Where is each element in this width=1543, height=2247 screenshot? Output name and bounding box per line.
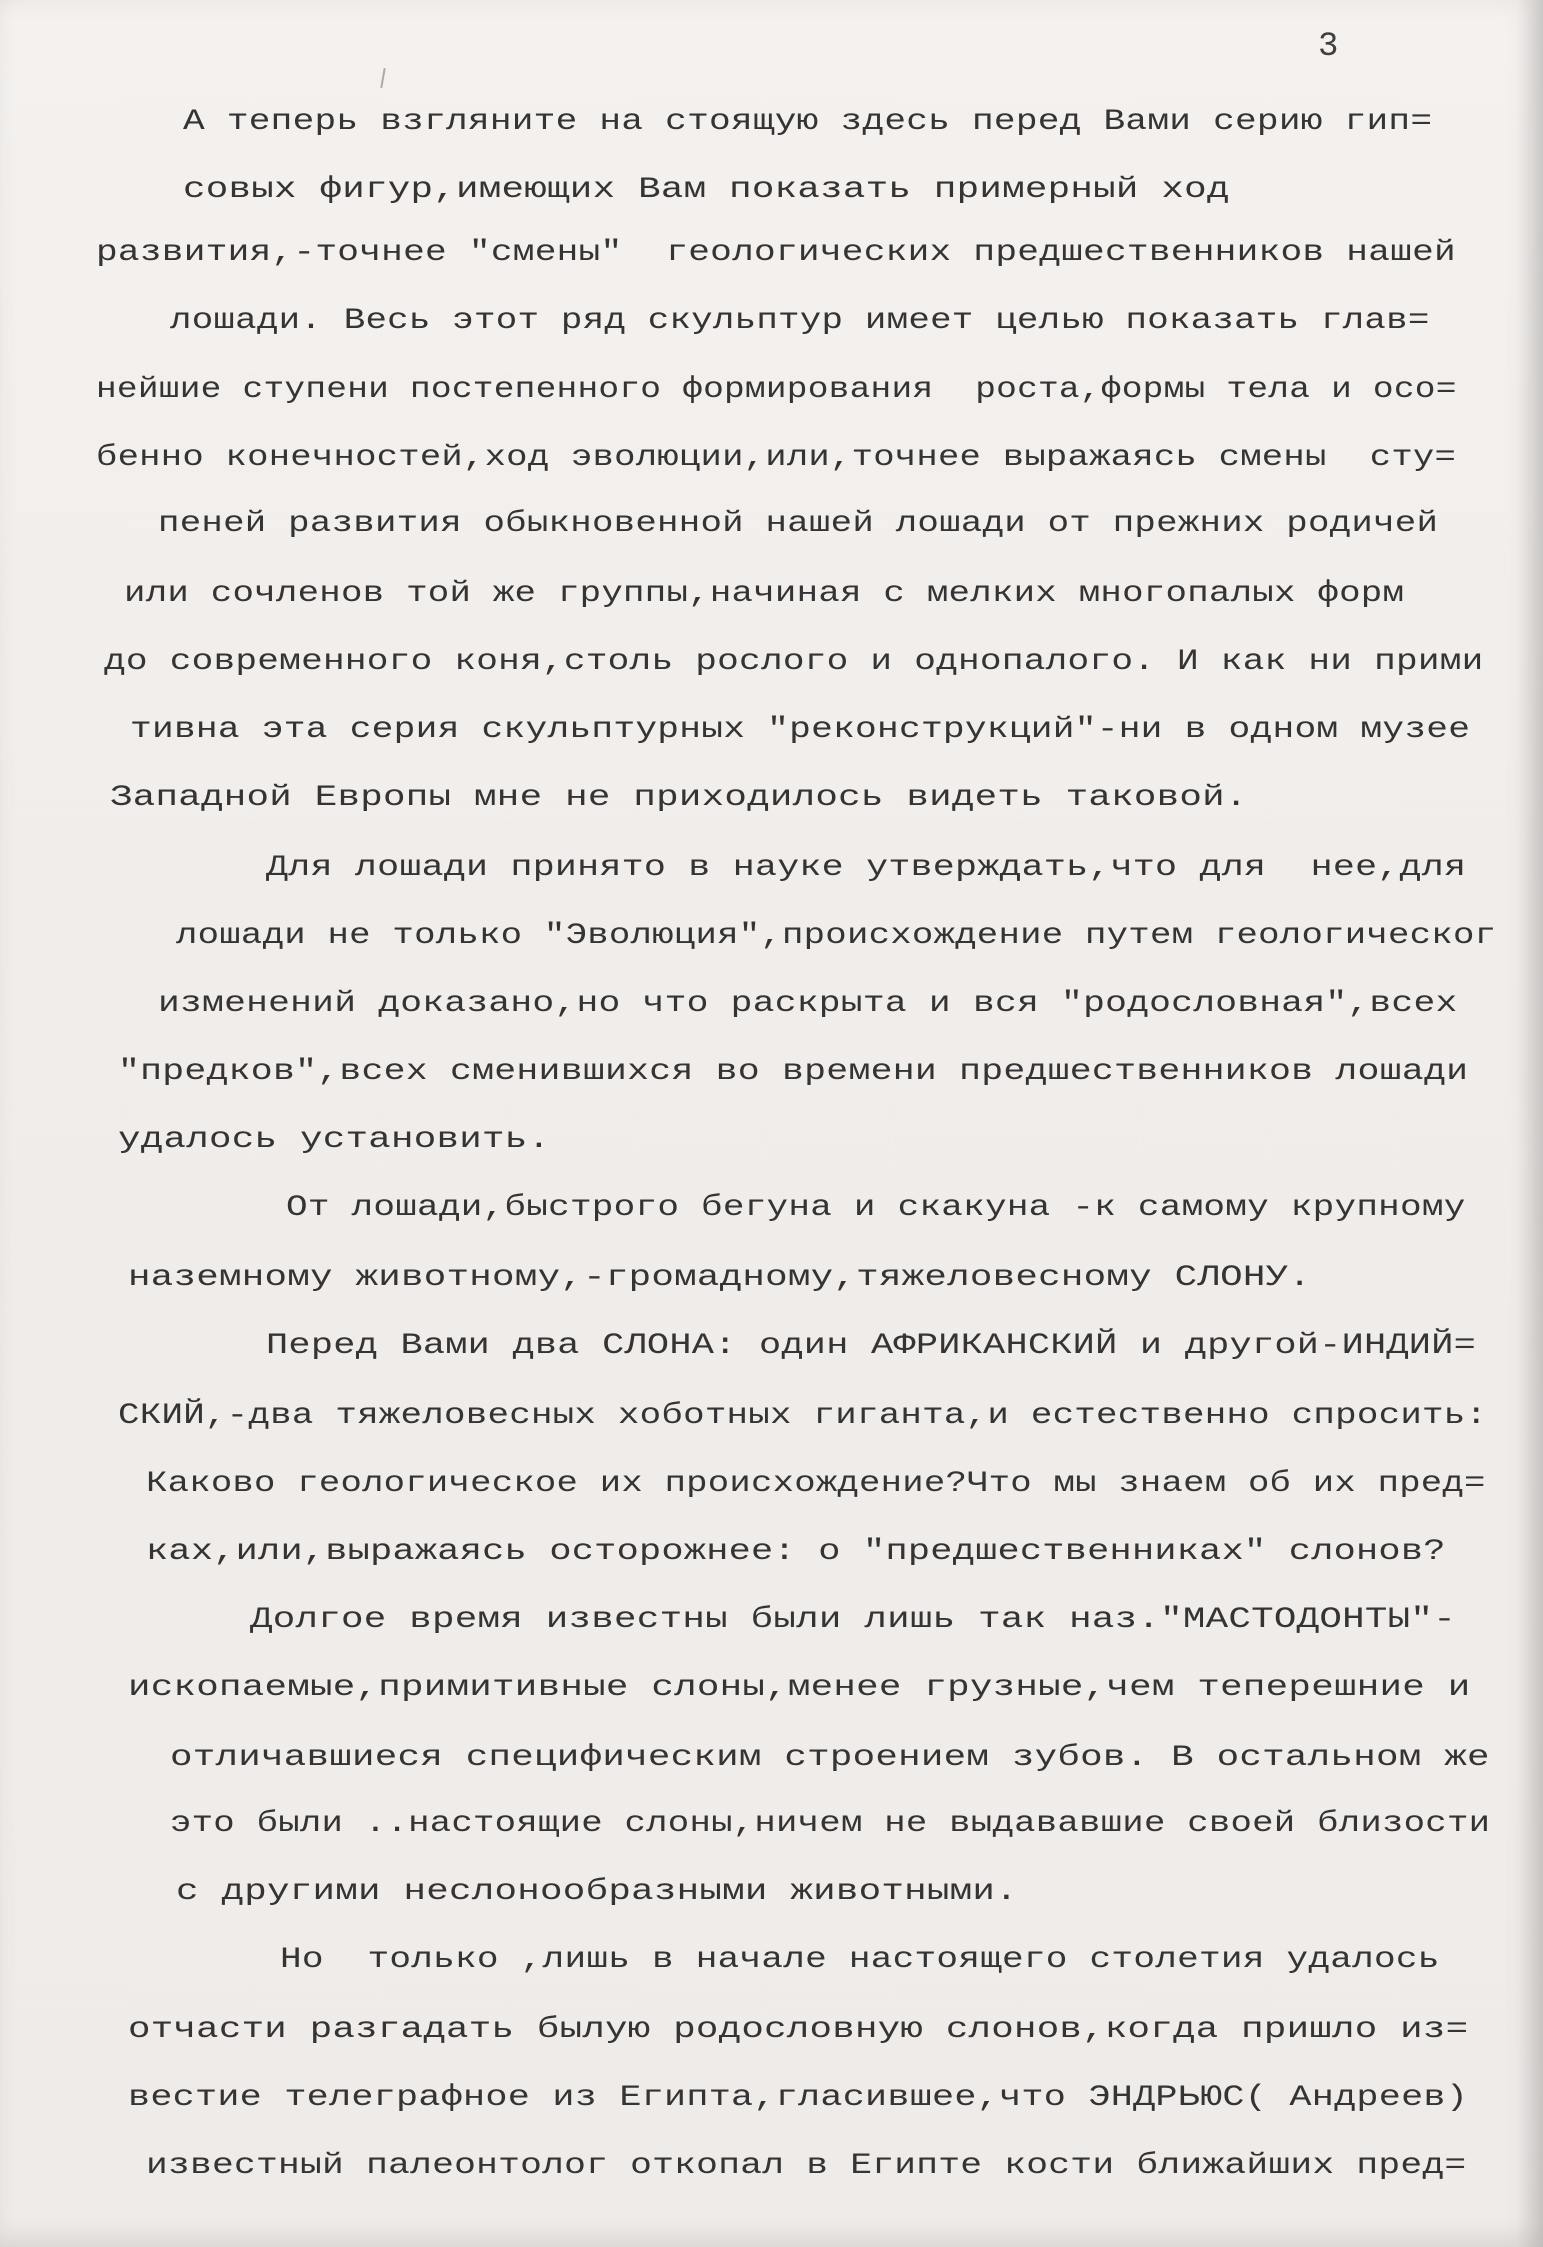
text-line: СКИЙ,-два тяжеловесных хоботных гиганта,и естественно спросить:: [118, 1399, 1488, 1433]
text-line: Перед Вами два СЛОНА: один АФРИКАНСКИЙ и другой-ИНДИЙ=: [266, 1329, 1477, 1363]
text-line: до современного коня,столь рослого и однопалого. И как ни прими: [104, 645, 1484, 679]
text-line: бенно конечностей,ход эволюции,или,точнее выражаясь смены сту=: [96, 441, 1457, 475]
page-number: 3: [1318, 28, 1339, 66]
page-edge-shadow: [1517, 0, 1543, 2247]
text-line: развития,-точнее "смены" геологических предшественников нашей: [96, 236, 1456, 270]
text-line: изменений доказано,но что раскрыта и вся "родословная",всех: [158, 987, 1458, 1021]
text-line: тивна эта серия скульптурных "реконструкций"-ни в одном музее: [130, 713, 1471, 747]
text-line: Западной Европы мне не приходилось видеть таковой.: [110, 781, 1248, 815]
text-line: Долгое время известны были лишь так наз."МАСТОДОНТЫ"-: [250, 1603, 1456, 1637]
margin-pencil-mark: [380, 68, 385, 88]
text-line: наземному животному,-громадному,тяжеловесному СЛОНУ.: [128, 1261, 1312, 1295]
text-line: Но только ,лишь в начале настоящего столетия удалось: [280, 1943, 1440, 1977]
text-line: отчасти разгадать былую родословную слонов,когда пришло из=: [128, 2013, 1469, 2047]
text-line: вестие телеграфное из Египта,гласившее,что ЭНДРЬЮС( Андреев): [128, 2081, 1469, 2115]
text-line: пеней развития обыкновенной нашей лошади от прежних родичей: [158, 507, 1439, 541]
text-line: А теперь взгляните на стоящую здесь перед Вами серию гип=: [183, 105, 1433, 139]
text-line: с другими неслонообразными животными.: [176, 1875, 1018, 1909]
text-line: Каково геологическое их происхождение?Что мы знаем об их пред=: [146, 1467, 1486, 1501]
text-line: "предков",всех сменившихся во времени предшественников лошади: [118, 1055, 1469, 1089]
text-line: известный палеонтолог откопал в Египте кости ближайших пред=: [146, 2149, 1467, 2183]
text-line: совых фигур,имеющих Вам показать примерный ход: [183, 173, 1230, 207]
text-line: Для лошади принято в науке утверждать,что для нее,для: [266, 851, 1467, 885]
text-line: отличавшиеся специфическим строением зубов. В остальном же: [170, 1741, 1490, 1775]
text-line: или сочленов той же группы,начиная с мелких многопалых форм: [124, 577, 1405, 611]
text-line: ископаемые,примитивные слоны,менее грузные,чем теперешние и: [128, 1671, 1471, 1705]
text-line: нейшие ступени постепенного формирования роста,формы тела и осо=: [96, 373, 1457, 407]
text-line: удалось установить.: [118, 1123, 551, 1157]
text-line: это были ..настоящие слоны,ничем не выдававшие своей близости: [170, 1807, 1491, 1841]
text-line: лошади. Весь этот ряд скульптур имеет целью показать глав=: [170, 304, 1430, 338]
text-line: От лошади,быстрого бегуна и скакуна -к самому крупному: [286, 1191, 1466, 1225]
text-line: ках,или,выражаясь осторожнее: о "предшественниках" слонов?: [146, 1535, 1446, 1569]
text-line: лошади не только "Эволюция",происхождение путем геологическог: [176, 919, 1497, 953]
